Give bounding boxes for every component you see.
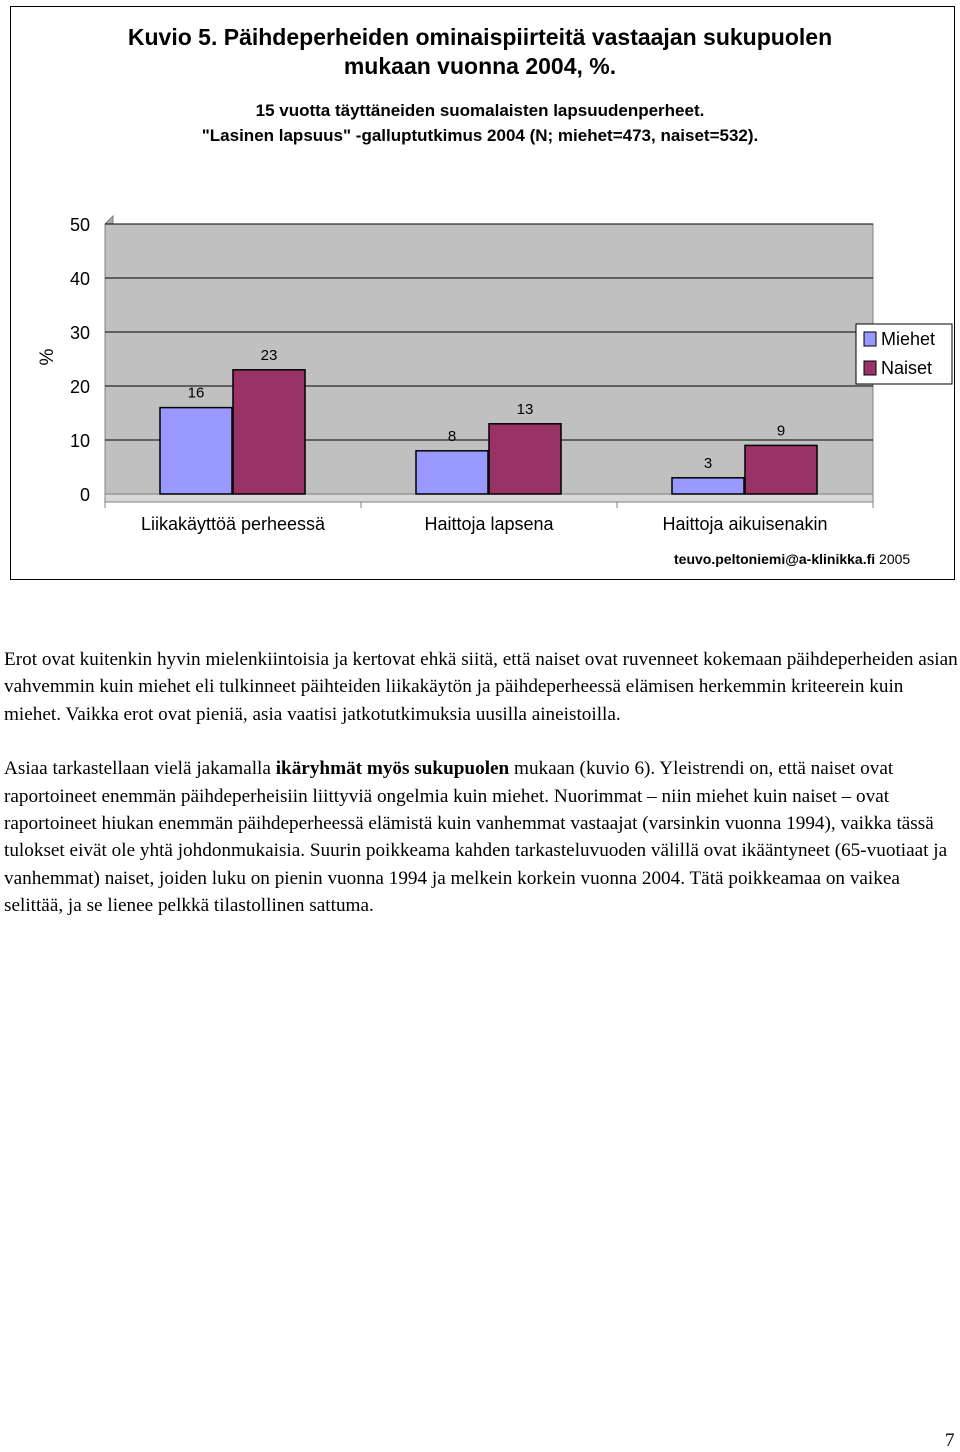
y-tick-label: 20: [69, 377, 90, 397]
y-axis-label: %: [37, 348, 58, 366]
bar-miehet: [672, 478, 744, 494]
figure-credit: [674, 551, 910, 567]
figure-subtitle: 15 vuotta täyttäneiden suomalaisten lapsuudenperheet.: [255, 101, 705, 120]
paragraph-2-rest: mukaan (kuvio 6). Yleistrendi on, että naiset ovat raportoineet enemmän päihdeperheisiin liittyviä ongelmia kuin miehet. Nuorimmat – niin miehet kuin naiset – ovat raportoineet hiukan enemmän päihdeperheessä elämistä kuin vanhemmat vastaajat (varsinkin vuonna 1994), vaikka tässä tulokset eivät ole yhtä johdonmukaisia. Suurin poikkeama kahden tarkasteluvuoden välillä ovat ikääntyneet (65-vuotiaat ja vanhemmat) naiset, joiden luku on pienin vuonna 1994 ja melkein korkein vuonna 2004. Tätä poikkeamaa on vaikea selittää, ja se lienee pelkkä tilastollinen sattuma.: [4, 758, 948, 917]
figure-title: Kuvio 5. Päihdeperheiden ominaispiirteitä vastaajan sukupuolen: [127, 24, 833, 50]
figure-subtitle-line2: "Lasinen lapsuus" -galluptutkimus 2004 (N; miehet=473, naiset=532).: [201, 126, 759, 145]
bar-naiset: [233, 370, 305, 494]
y-tick-label: 0: [79, 485, 90, 505]
data-label: 16: [187, 384, 205, 402]
credit-year: 2005: [875, 551, 911, 567]
x-tick-label: Haittoja aikuisenakin: [662, 514, 828, 534]
x-tick-label: Haittoja lapsena: [424, 514, 554, 534]
paragraph-2-emphasis: ikäryhmät myös sukupuolen: [275, 758, 510, 780]
bar-miehet: [416, 451, 488, 494]
data-label: 8: [447, 427, 457, 445]
y-tick-label: 10: [69, 431, 90, 451]
legend-swatch: [864, 361, 876, 375]
page-number: 7: [945, 1430, 955, 1451]
paragraph-2: [4, 755, 959, 919]
bar-miehet: [160, 408, 232, 494]
paragraph-1: Erot ovat kuitenkin hyvin mielenkiintoisia ja kertovat ehkä siitä, että naiset ovat ruvenneet kokemaan päihdeperheiden asian vahvemmin kuin miehet eli tulkinneet päihteiden liikakäytön ja päihdeperheessä elämisen herkemmin kriteerein kuin miehet. Vaikka erot ovat pieniä, asia vaatisi jatkotutkimuksia uusilla aineistoilla.: [4, 649, 958, 725]
y-tick-label: 40: [69, 269, 90, 289]
bar-chart: [0, 0, 960, 600]
figure-title-line2: mukaan vuonna 2004, %.: [343, 53, 617, 79]
bar-naiset: [489, 424, 561, 494]
data-label: 13: [516, 400, 534, 418]
data-label: 23: [260, 346, 278, 364]
y-tick-label: 30: [69, 323, 90, 343]
x-tick-label: Liikakäyttöä perheessä: [140, 514, 326, 534]
legend-swatch: [864, 332, 876, 346]
legend-label: Miehet: [881, 329, 936, 349]
legend-label: Naiset: [881, 358, 933, 378]
paragraph-2-start: Asiaa tarkastellaan vielä jakamalla: [4, 758, 276, 780]
y-tick-label: 50: [69, 215, 90, 235]
chart-floor: [105, 494, 873, 502]
bar-naiset: [745, 445, 817, 494]
data-label: 9: [776, 422, 786, 440]
data-label: 3: [703, 454, 713, 472]
body-text: [4, 646, 959, 920]
credit-email: teuvo.peltoniemi@a-klinikka.fi: [674, 551, 876, 567]
